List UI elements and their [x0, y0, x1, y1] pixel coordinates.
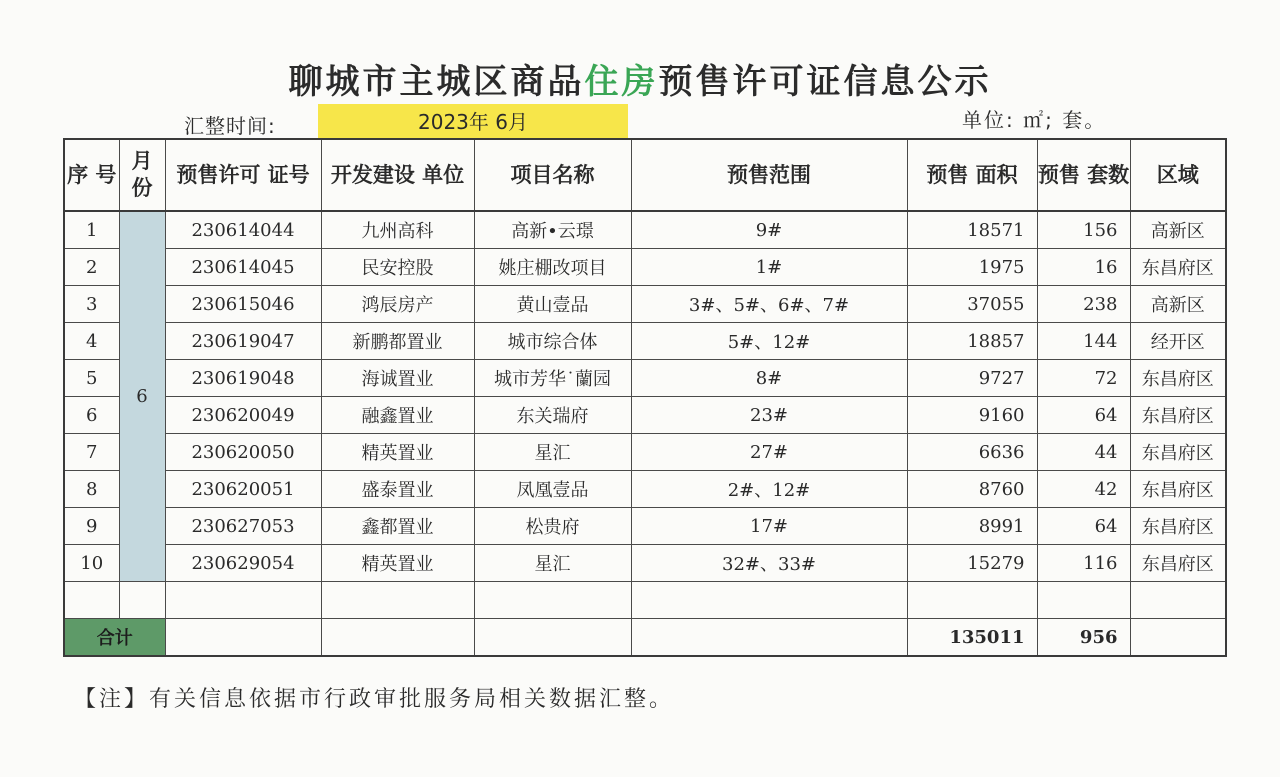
cell-project: 城市综合体 [474, 323, 631, 360]
empty-cell [474, 619, 631, 657]
cell-seq: 10 [64, 545, 119, 582]
total-area: 135011 [907, 619, 1037, 657]
header-month: 月 份 [119, 139, 165, 211]
cell-district: 高新区 [1130, 286, 1226, 323]
empty-cell [64, 582, 119, 619]
cell-area: 9160 [907, 397, 1037, 434]
table-header-row [64, 139, 1226, 211]
table-row [64, 434, 1226, 471]
cell-seq: 8 [64, 471, 119, 508]
cell-developer: 民安控股 [321, 249, 474, 286]
cell-project: 姚庄棚改项目 [474, 249, 631, 286]
cell-district: 东昌府区 [1130, 360, 1226, 397]
cell-seq: 5 [64, 360, 119, 397]
cell-scope: 2#、12# [631, 471, 907, 508]
total-label: 合计 [64, 619, 165, 657]
cell-area: 37055 [907, 286, 1037, 323]
cell-permit: 230615046 [165, 286, 321, 323]
cell-permit: 230620050 [165, 434, 321, 471]
cell-project: 黄山壹品 [474, 286, 631, 323]
cell-permit: 230629054 [165, 545, 321, 582]
table-row [64, 471, 1226, 508]
cell-scope: 27# [631, 434, 907, 471]
cell-project: 星汇 [474, 434, 631, 471]
presale-permit-table [63, 138, 1227, 657]
cell-seq: 7 [64, 434, 119, 471]
empty-cell [1130, 619, 1226, 657]
cell-scope: 32#、33# [631, 545, 907, 582]
cell-units: 144 [1037, 323, 1130, 360]
cell-units: 44 [1037, 434, 1130, 471]
cell-permit: 230619047 [165, 323, 321, 360]
header-seq: 序 号 [64, 139, 119, 211]
cell-developer: 融鑫置业 [321, 397, 474, 434]
cell-district: 东昌府区 [1130, 249, 1226, 286]
cell-developer: 鸿辰房产 [321, 286, 474, 323]
empty-cell [165, 582, 321, 619]
table-row [64, 360, 1226, 397]
cell-units: 64 [1037, 397, 1130, 434]
table-row [64, 211, 1226, 249]
cell-scope: 17# [631, 508, 907, 545]
cell-permit: 230614044 [165, 211, 321, 249]
cell-permit: 230620049 [165, 397, 321, 434]
cell-scope: 23# [631, 397, 907, 434]
empty-cell [119, 582, 165, 619]
cell-scope: 9# [631, 211, 907, 249]
header-scope: 预售范围 [631, 139, 907, 211]
header-developer: 开发建设 单位 [321, 139, 474, 211]
cell-developer: 精英置业 [321, 545, 474, 582]
empty-cell [631, 619, 907, 657]
total-units: 956 [1037, 619, 1130, 657]
cell-scope: 1# [631, 249, 907, 286]
cell-project: 松贵府 [474, 508, 631, 545]
cell-seq: 4 [64, 323, 119, 360]
cell-permit: 230619048 [165, 360, 321, 397]
cell-district: 高新区 [1130, 211, 1226, 249]
cell-seq: 2 [64, 249, 119, 286]
table-row [64, 249, 1226, 286]
header-district: 区域 [1130, 139, 1226, 211]
empty-cell [1130, 582, 1226, 619]
cell-developer: 鑫都置业 [321, 508, 474, 545]
cell-units: 42 [1037, 471, 1130, 508]
empty-cell [321, 619, 474, 657]
table-row [64, 508, 1226, 545]
empty-row [64, 582, 1226, 619]
title-prefix: 聊城市主城区商品 [288, 62, 585, 102]
cell-district: 东昌府区 [1130, 471, 1226, 508]
cell-units: 116 [1037, 545, 1130, 582]
cell-developer: 盛泰置业 [321, 471, 474, 508]
cell-units: 156 [1037, 211, 1130, 249]
table-row [64, 286, 1226, 323]
empty-cell [907, 582, 1037, 619]
cell-seq: 9 [64, 508, 119, 545]
cell-permit: 230620051 [165, 471, 321, 508]
cell-district: 经开区 [1130, 323, 1226, 360]
header-permit: 预售许可 证号 [165, 139, 321, 211]
empty-cell [474, 582, 631, 619]
cell-area: 15279 [907, 545, 1037, 582]
table-row [64, 545, 1226, 582]
footnote: 【注】有关信息依据市行政审批服务局相关数据汇整。 [74, 687, 675, 712]
cell-project: 东关瑞府 [474, 397, 631, 434]
cell-seq: 1 [64, 211, 119, 249]
cell-permit: 230614045 [165, 249, 321, 286]
cell-area: 9727 [907, 360, 1037, 397]
empty-cell [631, 582, 907, 619]
empty-cell [1037, 582, 1130, 619]
cell-area: 8991 [907, 508, 1037, 545]
total-row [64, 619, 1226, 657]
cell-district: 东昌府区 [1130, 397, 1226, 434]
cell-project: 星汇 [474, 545, 631, 582]
title-highlight: 住房 [584, 62, 659, 102]
table-row [64, 323, 1226, 360]
cell-project: 高新•云璟 [474, 211, 631, 249]
table-row [64, 397, 1226, 434]
cell-area: 18857 [907, 323, 1037, 360]
cell-area: 1975 [907, 249, 1037, 286]
cell-scope: 8# [631, 360, 907, 397]
cell-month: 6 [119, 211, 165, 582]
cell-district: 东昌府区 [1130, 545, 1226, 582]
cell-area: 6636 [907, 434, 1037, 471]
header-project: 项目名称 [474, 139, 631, 211]
cell-developer: 九州高科 [321, 211, 474, 249]
cell-district: 东昌府区 [1130, 508, 1226, 545]
cell-developer: 精英置业 [321, 434, 474, 471]
cell-scope: 5#、12# [631, 323, 907, 360]
cell-permit: 230627053 [165, 508, 321, 545]
empty-cell [321, 582, 474, 619]
cell-units: 238 [1037, 286, 1130, 323]
cell-seq: 3 [64, 286, 119, 323]
cell-district: 东昌府区 [1130, 434, 1226, 471]
summary-time-label: 汇整时间: [184, 114, 276, 138]
header-units: 预售 套数 [1037, 139, 1130, 211]
cell-project: 凤凰壹品 [474, 471, 631, 508]
cell-project: 城市芳华˙蘭园 [474, 360, 631, 397]
page-title [0, 54, 1280, 103]
empty-cell [165, 619, 321, 657]
cell-area: 18571 [907, 211, 1037, 249]
cell-seq: 6 [64, 397, 119, 434]
unit-label: 单位: ㎡; 套。 [962, 108, 1107, 132]
header-area: 预售 面积 [907, 139, 1037, 211]
cell-units: 64 [1037, 508, 1130, 545]
cell-developer: 海诚置业 [321, 360, 474, 397]
title-suffix: 预售许可证信息公示 [658, 62, 992, 102]
cell-units: 72 [1037, 360, 1130, 397]
summary-time-value: 2023年 6月 [318, 104, 628, 140]
cell-area: 8760 [907, 471, 1037, 508]
cell-developer: 新鹏都置业 [321, 323, 474, 360]
table-body [64, 211, 1226, 656]
cell-units: 16 [1037, 249, 1130, 286]
cell-scope: 3#、5#、6#、7# [631, 286, 907, 323]
